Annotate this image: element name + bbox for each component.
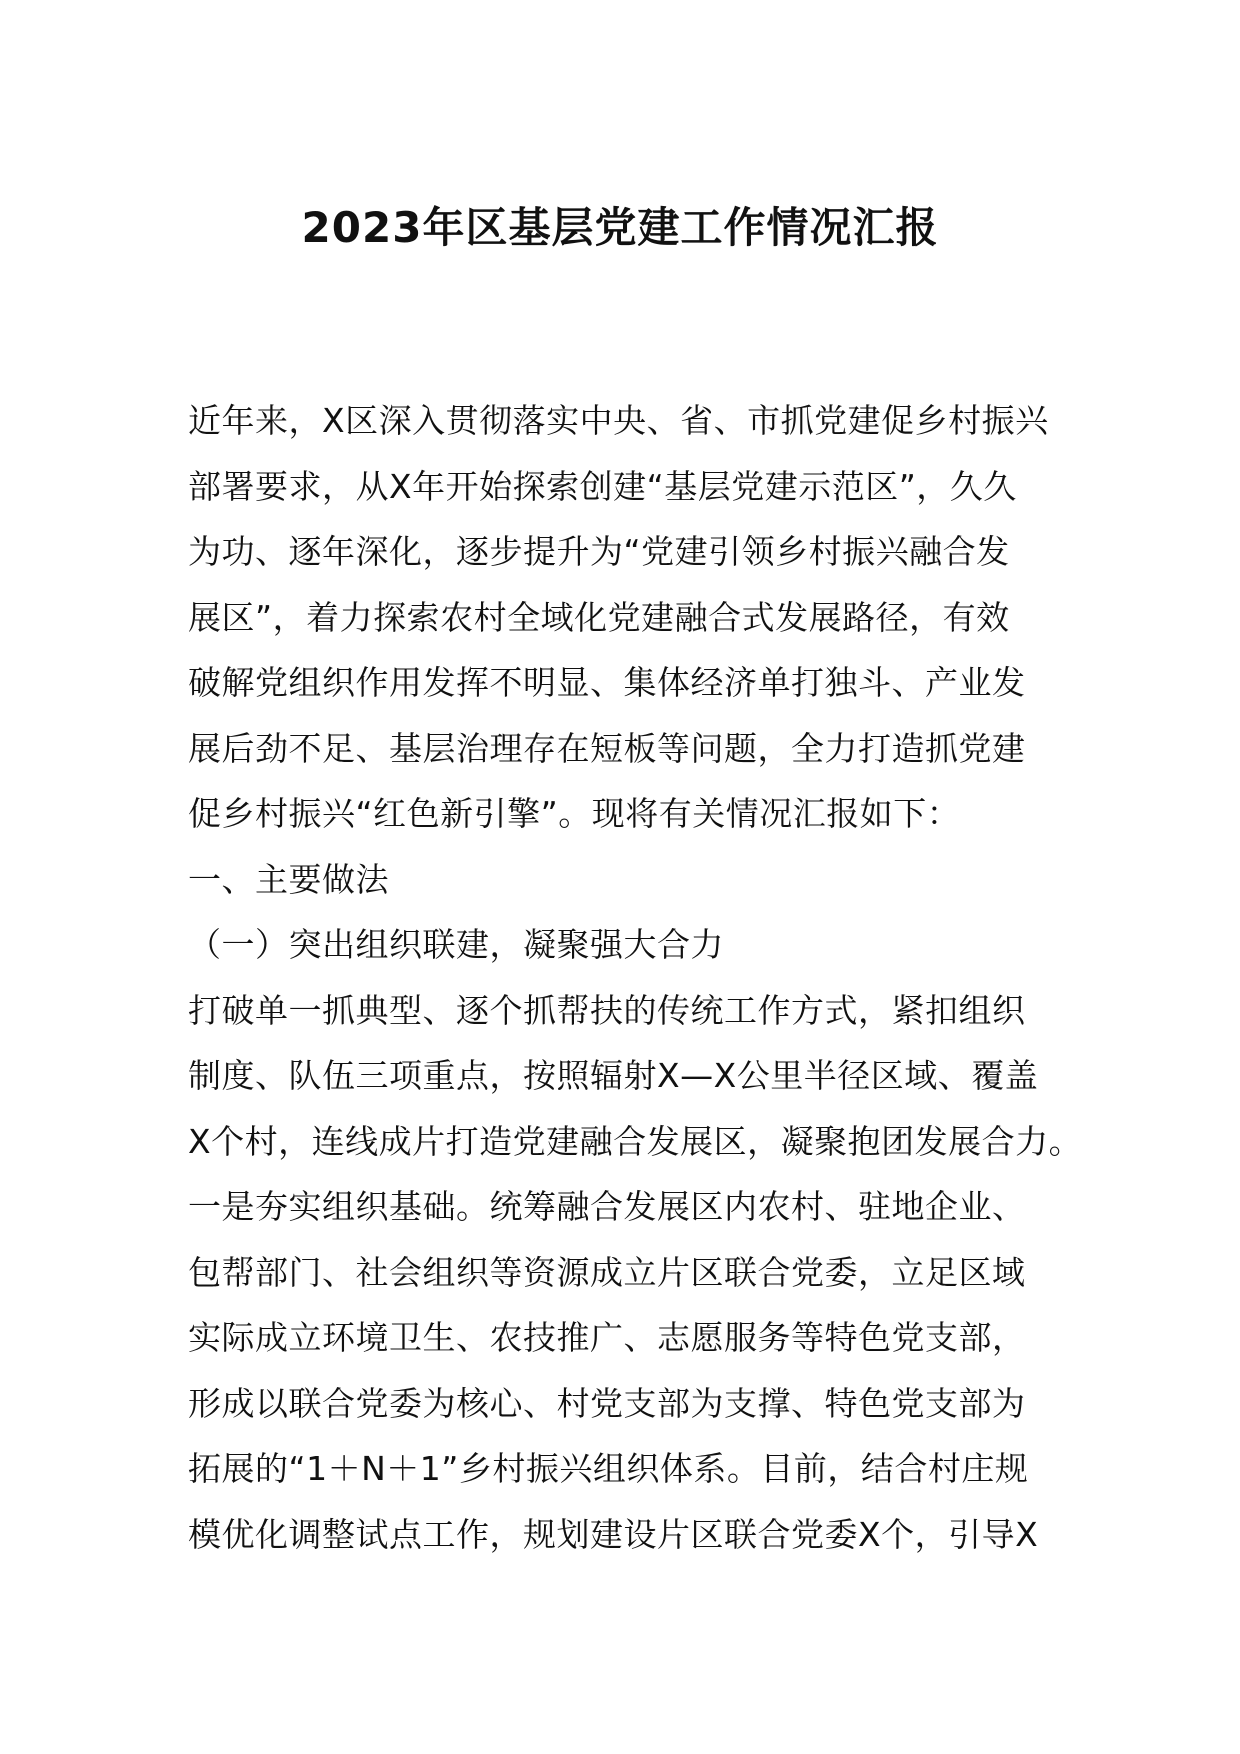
body-line-5: 破解党组织作用发挥不明显、集体经济单打独斗、产业发 [188,663,1026,702]
body-line-18: 模优化调整试点工作，规划建设片区联合党委X个，引导X [188,1514,1039,1554]
body-line-11: 制度、队伍三项重点，按照辐射X—X公里半径区域、覆盖 [188,1056,1039,1095]
body-line-14: 包帮部门、社会组织等资源成立片区联合党委，立足区域 [188,1252,1026,1292]
body-line-2: 部署要求，从X年开始探索创建“基层党建示范区”，久久 [188,466,1017,506]
body-line-4: 展区”，着力探索农村全域化党建融合式发展路径，有效 [188,597,1010,637]
document-body [188,388,1088,1567]
body-line-17: 拓展的“1＋N＋1”乡村振兴组织体系。目前，结合村庄规 [188,1449,1029,1488]
subsection-heading: （一）突出组织联建，凝聚强大合力 [188,925,724,964]
body-line-3: 为功、逐年深化，逐步提升为“党建引领乡村振兴融合发 [188,532,1010,571]
body-line-7: 促乡村振兴“红色新引擎”。现将有关情况汇报如下： [188,794,961,833]
document-title: 2023年区基层党建工作情况汇报 [301,203,939,252]
body-line-13: 一是夯实组织基础。统筹融合发展区内农村、驻地企业、 [188,1187,1026,1226]
body-line-16: 形成以联合党委为核心、村党支部为支撑、特色党支部为 [188,1383,1026,1423]
body-line-12: X个村，连线成片打造党建融合发展区，凝聚抱团发展合力。 [188,1121,1083,1161]
body-line-1: 近年来，X区深入贯彻落实中央、省、市抓党建促乡村振兴 [188,401,1049,440]
body-line-6: 展后劲不足、基层治理存在短板等问题，全力打造抓党建 [188,728,1026,768]
section-heading: 一、主要做法 [188,859,389,899]
body-line-15: 实际成立环境卫生、农技推广、志愿服务等特色党支部， [188,1318,1026,1357]
body-line-10: 打破单一抓典型、逐个抓帮扶的传统工作方式，紧扣组织 [188,990,1026,1030]
